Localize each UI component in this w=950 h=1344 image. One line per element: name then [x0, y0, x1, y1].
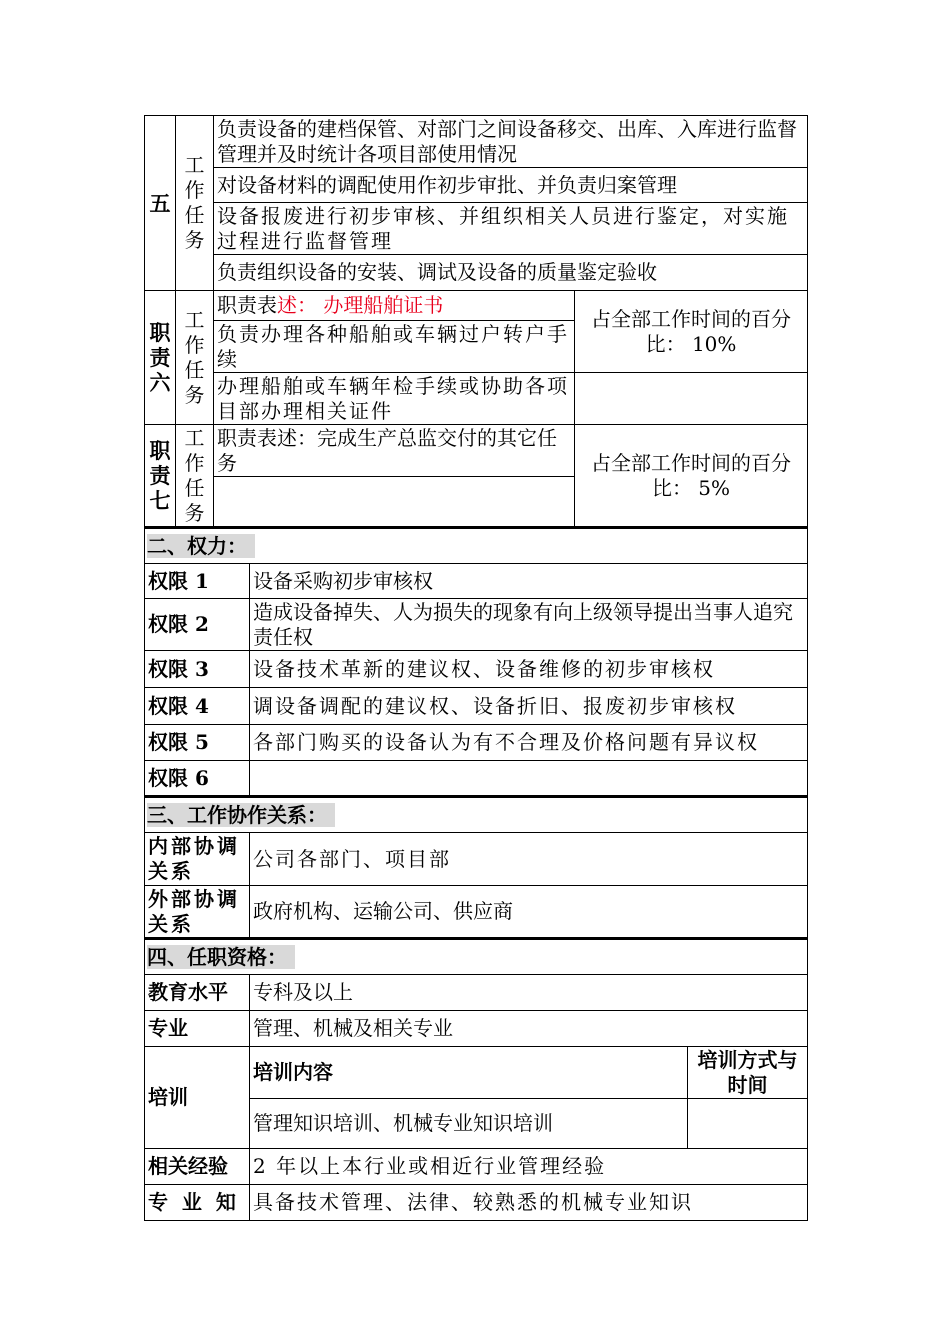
duty5-task-row-2 [145, 168, 808, 203]
power-label-1: 权限 1 [145, 564, 250, 599]
power-label-3: 权限 3 [145, 651, 250, 688]
power-text-5: 各部门购买的设备认为有不合理及价格问题有异议权 [250, 725, 808, 761]
power-label-5: 权限 5 [145, 725, 250, 761]
job-table [144, 115, 808, 1221]
experience-value: 2 年以上本行业或相近行业管理经验 [250, 1149, 808, 1185]
duty7-number: 职责七 [145, 425, 176, 528]
experience-row [145, 1149, 808, 1185]
duty6-desc-highlight: 述： 办理船舶证书 [277, 293, 444, 317]
duty5-task-3: 设备报废进行初步审核、并组织相关人员进行鉴定，对实施过程进行监督管理 [214, 203, 808, 255]
duty5-task-row-3 [145, 203, 808, 255]
duty7-blank-cell [214, 477, 575, 528]
power-text-4: 调设备调配的建议权、设备折旧、报废初步审核权 [250, 688, 808, 725]
duty7-description: 职责表述：完成生产总监交付的其它任务 [214, 425, 575, 477]
training-label: 培训 [145, 1047, 250, 1149]
experience-label: 相关经验 [145, 1149, 250, 1185]
duty6-desc-prefix: 职责表 [217, 293, 277, 317]
duty7-time-percentage: 占全部工作时间的百分比： 5% [575, 425, 808, 528]
duty6-task-label: 工作任务 [176, 291, 214, 425]
duty6-desc-row [145, 291, 808, 321]
duty7-task-label: 工作任务 [176, 425, 214, 528]
duty5-task-2: 对设备材料的调配使用作初步审批、并负责归案管理 [214, 168, 808, 203]
power-row-4 [145, 688, 808, 725]
duty5-task-row-1 [145, 116, 808, 168]
powers-section-header [145, 528, 808, 564]
training-header-row [145, 1047, 808, 1099]
training-content: 管理知识培训、机械专业知识培训 [250, 1099, 688, 1149]
duty6-task-row-2 [145, 373, 808, 425]
education-value: 专科及以上 [250, 975, 808, 1011]
internal-relations-row [145, 833, 808, 886]
power-label-6: 权限 6 [145, 761, 250, 797]
external-relations-label: 外部协调关系 [145, 886, 250, 939]
power-row-6 [145, 761, 808, 797]
power-text-2: 造成设备掉失、人为损失的现象有向上级领导提出当事人追究责任权 [250, 599, 808, 651]
qualifications-section-header [145, 939, 808, 975]
duty5-number: 五 [145, 116, 176, 291]
knowledge-label: 专 业 知 [145, 1185, 250, 1221]
duty6-blank-cell [575, 373, 808, 425]
training-content-header: 培训内容 [250, 1047, 688, 1099]
duty5-task-label: 工作任务 [176, 116, 214, 291]
power-text-1: 设备采购初步审核权 [250, 564, 808, 599]
powers-title: 二、权力： [147, 534, 255, 558]
power-row-1 [145, 564, 808, 599]
relations-title: 三、工作协作关系： [147, 803, 335, 827]
training-method-header: 培训方式与时间 [688, 1047, 808, 1099]
power-label-2: 权限 2 [145, 599, 250, 651]
training-method [688, 1099, 808, 1149]
knowledge-row [145, 1185, 808, 1221]
duty6-number: 职责六 [145, 291, 176, 425]
duty5-task-row-4 [145, 255, 808, 291]
external-relations-text: 政府机构、运输公司、供应商 [250, 886, 808, 939]
power-text-3: 设备技术革新的建议权、设备维修的初步审核权 [250, 651, 808, 688]
power-row-2 [145, 599, 808, 651]
duty6-description [214, 291, 575, 321]
internal-relations-label: 内部协调关系 [145, 833, 250, 886]
duty6-time-percentage: 占全部工作时间的百分比： 10% [575, 291, 808, 373]
internal-relations-text: 公司各部门、项目部 [250, 833, 808, 886]
duty5-task-4: 负责组织设备的安装、调试及设备的质量鉴定验收 [214, 255, 808, 291]
power-row-3 [145, 651, 808, 688]
major-row [145, 1011, 808, 1047]
knowledge-value: 具备技术管理、法律、较熟悉的机械专业知识 [250, 1185, 808, 1221]
education-row [145, 975, 808, 1011]
duty6-task-2: 办理船舶或车辆年检手续或协助各项目部办理相关证件 [214, 373, 575, 425]
external-relations-row [145, 886, 808, 939]
education-label: 教育水平 [145, 975, 250, 1011]
power-label-4: 权限 4 [145, 688, 250, 725]
relations-section-header [145, 797, 808, 833]
major-label: 专业 [145, 1011, 250, 1047]
power-row-5 [145, 725, 808, 761]
duty6-task-1: 负责办理各种船舶或车辆过户转户手续 [214, 321, 575, 373]
power-text-6 [250, 761, 808, 797]
duty7-desc-row [145, 425, 808, 477]
major-value: 管理、机械及相关专业 [250, 1011, 808, 1047]
job-description-sheet [144, 115, 807, 1221]
qualifications-title: 四、任职资格： [147, 945, 295, 969]
duty5-task-1: 负责设备的建档保管、对部门之间设备移交、出库、入库进行监督管理并及时统计各项目部使用情况 [214, 116, 808, 168]
